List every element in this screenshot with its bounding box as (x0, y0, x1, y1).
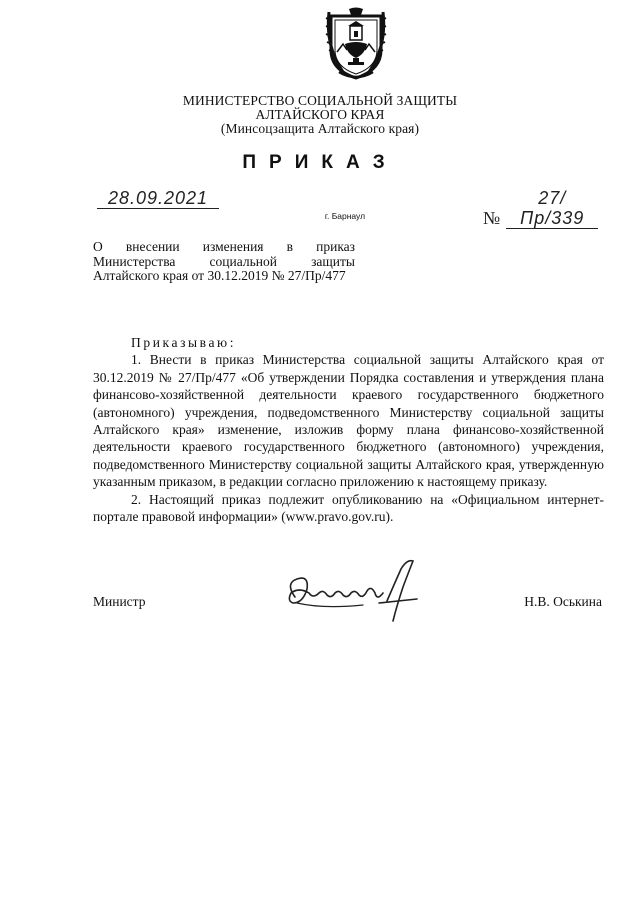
signatory-position: Министр (93, 594, 146, 609)
document-number-block (483, 188, 603, 229)
org-name-line2: АЛТАЙСКОГО КРАЯ (255, 107, 385, 122)
order-word: Приказываю: (131, 335, 237, 350)
document-title: ПРИКАЗ (242, 152, 398, 173)
document-city: г. Барнаул (324, 211, 366, 221)
document-date: 28.09.2021 (97, 188, 219, 209)
number-sign: № (483, 208, 501, 228)
document-subject: О внесении изменения в приказ Министерства социальной защиты Алтайского края от 30.12.2019 № 27/Пр/477 (93, 239, 355, 283)
order-item-2: 2. Настоящий приказ подлежит опубликованию на «Официальном интернет-портале правовой информации» (www.pravo.gov.ru). (93, 491, 604, 525)
org-name-line1: МИНИСТЕРСТВО СОЦИАЛЬНОЙ ЗАЩИТЫ (182, 93, 458, 108)
org-short-name: (Минсоцзащита Алтайского края) (220, 121, 420, 136)
coat-of-arms-icon (323, 6, 389, 82)
order-item-1: 1. Внести в приказ Министерства социальной защиты Алтайского края от 30.12.2019 № 27/Пр/477 «Об утверждении Порядка составления и утверждения плана финансово-хозяйственной деятельности краевого государственного бюджетного (автономного) учреждения, подведомственного Министерству социальной защиты Алтайского края» изменение, изложив форму плана финансово-хозяйственной деятельности краевого государственного бюджетного (автономного) учреждения, подведомственного Министерству социальной защиты Алтайского края, утвержденную указанным приказом, в редакции согласно приложению к настоящему приказу. (93, 352, 604, 490)
signature-icon (283, 557, 433, 627)
document-number: 27/Пр/339 (506, 188, 598, 229)
document-body (93, 334, 604, 525)
signatory-name: Н.В. Оськина (524, 594, 602, 609)
